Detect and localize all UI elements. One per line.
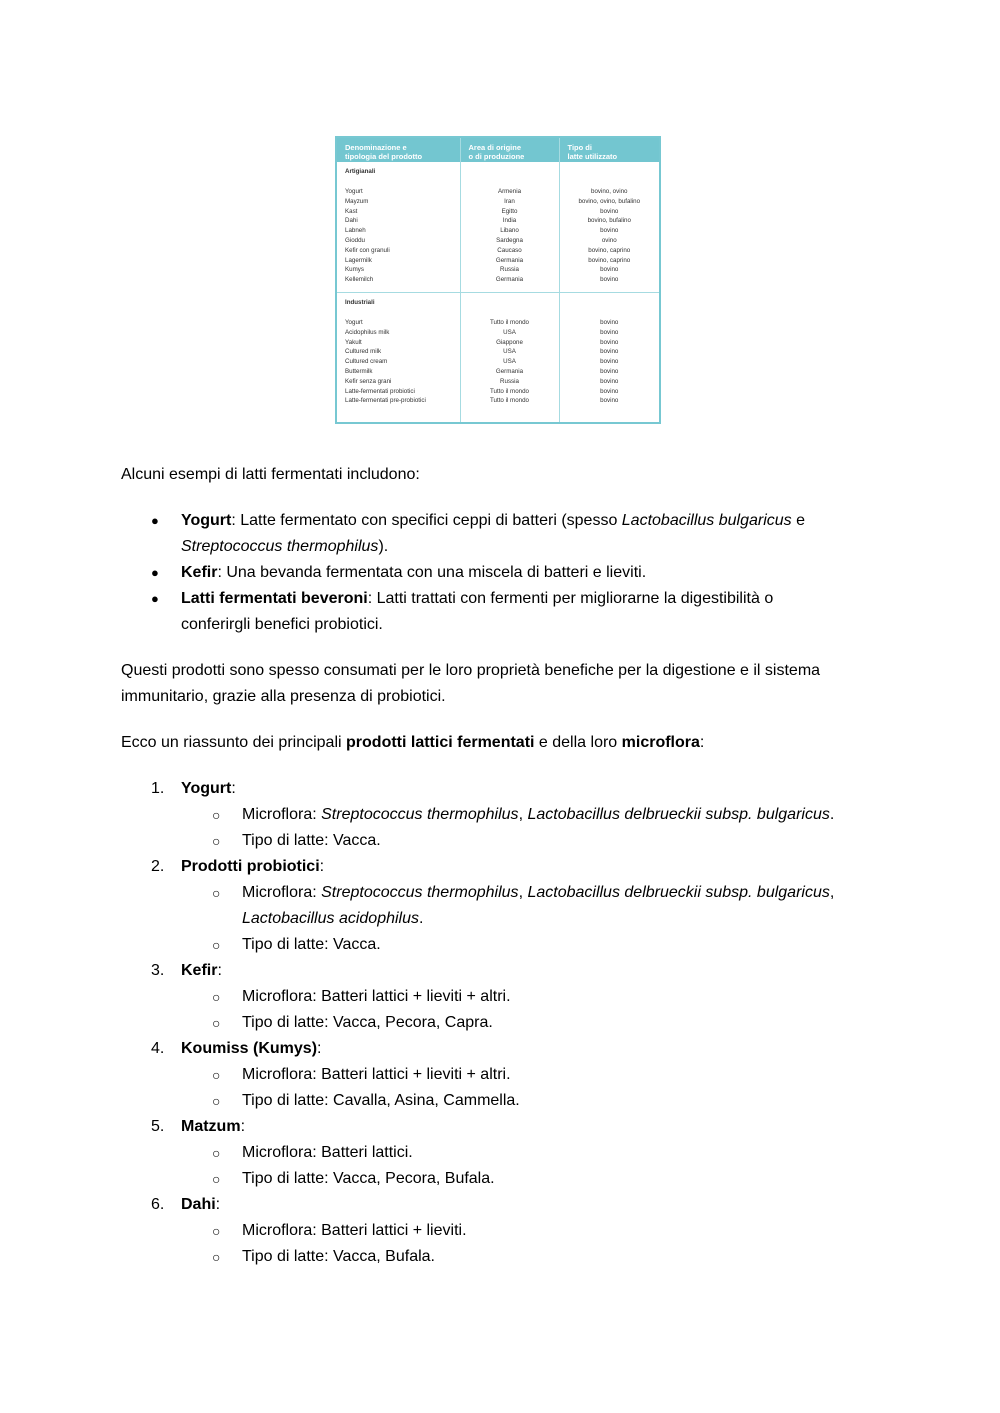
table-cell: ovino [601,236,617,244]
table-cell: Germania [495,367,524,375]
product-name: Dahi [181,1196,216,1213]
table-cell: Russia [500,377,519,385]
milk-type: Tipo di latte: Vacca. [242,832,381,849]
label: Microflora: [242,884,322,901]
sub-list-item [121,1010,882,1036]
sub-list-item [121,1166,882,1192]
table-cell: Mayzum [345,197,369,205]
list-item [121,586,901,638]
paragraph-text: e della loro [534,734,622,751]
list-number: 3. [151,962,165,979]
table-cell: Kefir senza grani [345,377,392,385]
table-cell: Tutto il mondo [490,387,529,395]
table-cell: Germania [495,256,524,264]
table-cell: Latte-fermentati probiotici [345,387,415,395]
colon: : [317,1040,322,1057]
table-cell: Kefir con granuli [345,246,390,254]
term: Kefir [181,564,218,581]
paragraph-line: Questi prodotti sono spesso consumati per le loro proprietà benefiche per la digestione e il sistema [121,662,821,679]
table-cell: Kellemilch [345,276,374,284]
fermented-milk-table-figure [335,136,661,424]
table-cell: bovino, caprino [588,256,631,264]
sub-bullet-marker: ○ [212,885,221,901]
sub-bullet-marker: ○ [212,937,221,953]
species-name: Lactobacillus delbrueckii subsp. bulgaricus [527,806,830,823]
sub-list-item [121,1088,882,1114]
section-title: Artigianali [345,168,376,175]
table-cell: Buttermilk [345,367,373,375]
sub-list-item [121,932,882,958]
species-name: Streptococcus thermophilus [321,884,519,901]
table-cell: Gioddu [345,236,365,244]
sub-bullet-marker: ○ [212,1249,221,1265]
industriali-milk-col [559,293,659,423]
sub-list-item [121,1244,882,1270]
microflora: Microflora: Batteri lattici + lieviti + altri. [242,988,511,1005]
table-cell: Tutto il mondo [490,397,529,405]
table-cell: Germania [495,276,524,284]
colon: : [217,962,222,979]
section-industriali [337,293,659,423]
term: Latti fermentati beveroni [181,590,368,607]
sub-bullet-marker: ○ [212,807,221,823]
table-cell: bovino [600,328,619,336]
punct: . [419,910,424,927]
sub-bullet-marker: ○ [212,1015,221,1031]
table-cell: USA [503,358,516,366]
label: Microflora: [242,806,322,823]
table-cell: USA [503,328,516,336]
separator: , [518,884,528,901]
description: : Una bevanda fermentata con una miscela di batteri e lieviti. [217,564,647,581]
bullet-marker: ● [151,565,159,580]
list-item [121,560,901,586]
artigianali-products-col [337,162,460,293]
table-cell: bovino [600,348,619,356]
table-cell: Lagermilk [345,256,372,264]
milk-type: Tipo di latte: Vacca, Pecora, Capra. [242,1014,493,1031]
table-cell: Latte-fermentati pre-probiotici [345,397,426,405]
products-numbered-list [121,776,882,1270]
sub-bullet-marker: ○ [212,989,221,1005]
header-milk-type: Tipo di latte utilizzato [559,138,659,162]
milk-type: Tipo di latte: Cavalla, Asina, Cammella. [242,1092,520,1109]
table-cell: Labneh [345,227,366,235]
product-name: Matzum [181,1118,241,1135]
table-cell: bovino [600,387,619,395]
table-cell: Tutto il mondo [490,319,529,326]
table-cell: bovino [600,397,619,405]
table-cell: bovino [600,266,619,274]
bold-phrase: microflora [621,734,700,751]
table-cell: Yakult [345,338,362,346]
table-cell: Dahi [345,217,358,225]
table-cell: Cultured cream [345,358,388,366]
header-origin: Area di origine o di produzione [460,138,559,162]
table-cell: Yogurt [345,319,363,326]
colon: : [215,1196,221,1213]
section-artigianali [337,162,659,293]
sub-list-item [121,1062,882,1088]
milk-type: Tipo di latte: Vacca. [242,936,381,953]
table-cell: India [502,217,517,225]
table-cell: Libano [500,227,519,235]
sub-list-item [121,1218,882,1244]
milk-type: Tipo di latte: Vacca, Pecora, Bufala. [242,1170,495,1187]
table-cell: Sardegna [496,236,523,244]
table-cell: Armenia [497,188,522,195]
sub-bullet-marker: ○ [212,1067,221,1083]
table-cell: Yogurt [345,188,363,195]
table-cell: bovino [600,207,619,215]
species-name: Streptococcus thermophilus [181,538,379,555]
microflora: Microflora: Batteri lattici + lieviti + altri. [242,1066,511,1083]
table-cell: Acidophilus milk [345,328,390,336]
colon: : [319,858,325,875]
sub-bullet-marker: ○ [212,1093,221,1109]
list-item [121,958,882,984]
microflora: Microflora: Batteri lattici + lieviti. [242,1222,467,1239]
table-cell: bovino [600,276,619,284]
table-cell: Cultured milk [345,348,382,356]
description: conferirgli benefici probiotici. [181,616,383,633]
table-cell: Kumys [345,266,364,274]
punct: . [829,806,835,823]
table-cell: bovino [600,227,619,235]
section-title: Industriali [345,299,375,306]
table-cell: bovino, ovino, bufalino [578,197,641,205]
bold-phrase: prodotti lattici fermentati [346,734,535,751]
description: : Latte fermentato con specifici ceppi di batteri (spesso [231,512,622,529]
milk-type: Tipo di latte: Vacca, Bufala. [242,1248,435,1265]
table-cell: Giappone [496,338,523,346]
sub-bullet-marker: ○ [212,1223,221,1239]
product-name: Yogurt [181,780,232,797]
industriali-products-col [337,293,460,423]
table-cell: bovino, bufalino [587,217,631,225]
examples-bullet-list [121,508,901,638]
list-item [121,508,901,560]
list-item [121,1114,882,1140]
species-name: Lactobacillus delbrueckii subsp. bulgaricus [527,884,830,901]
intro-paragraph: Alcuni esempi di latti fermentati includono: [121,466,420,483]
description: ). [378,538,389,555]
table-cell: bovino [600,338,619,346]
table-cell: Kast [345,207,358,215]
sub-bullet-marker: ○ [212,833,221,849]
artigianali-milk-col [559,162,659,293]
industriali-origin-col [460,293,559,423]
list-item [121,1036,882,1062]
list-item [121,854,882,880]
description: : Latti trattati con fermenti per migliorarne la digestibilità o [367,590,774,607]
paragraph-text: Ecco un riassunto dei principali [121,734,347,751]
list-item [121,776,882,802]
product-name: Prodotti probiotici [181,858,320,875]
colon: : [231,780,236,797]
term: Yogurt [181,512,232,529]
separator: , [518,806,528,823]
benefits-paragraph [121,658,820,710]
table-cell: bovino [600,367,619,375]
table-cell: bovino [600,358,619,366]
paragraph-text: : [699,734,705,751]
table-cell: Egitto [501,207,518,215]
list-number: 1. [151,780,165,797]
artigianali-origin-col [460,162,559,293]
fermented-milk-table [337,138,659,422]
header-product: Denominazione e tipologia del prodotto [337,138,460,162]
table-cell: bovino, ovino [591,188,628,195]
microflora: Microflora: Batteri lattici. [242,1144,413,1161]
product-name: Koumiss (Kumys) [181,1040,318,1057]
sub-bullet-marker: ○ [212,1171,221,1187]
colon: : [240,1118,246,1135]
sub-list-item [121,984,882,1010]
species-name: Lactobacillus acidophilus [242,910,419,927]
paragraph-line: immunitario, grazie alla presenza di probiotici. [121,688,446,705]
sub-list-item [121,802,882,828]
punct: , [829,884,835,901]
list-item [121,1192,882,1218]
description: e [791,512,805,529]
species-name: Lactobacillus bulgaricus [621,512,792,529]
list-number: 4. [151,1040,165,1057]
table-cell: USA [503,348,516,356]
product-name: Kefir [181,962,218,979]
table-cell: bovino, caprino [588,246,631,254]
table-cell: Russia [500,266,519,274]
table-header-row [337,138,659,162]
list-number: 2. [151,858,165,875]
table-cell: Iran [504,197,515,205]
summary-intro-paragraph [121,730,704,756]
bullet-marker: ● [151,591,159,606]
sub-list-item [121,880,882,932]
bullet-marker: ● [151,513,159,528]
list-number: 5. [151,1118,165,1135]
list-number: 6. [151,1196,165,1213]
sub-bullet-marker: ○ [212,1145,221,1161]
table-cell: bovino [600,377,619,385]
table-cell: bovino [600,319,619,326]
sub-list-item [121,828,882,854]
species-name: Streptococcus thermophilus [321,806,519,823]
table-cell: Caucaso [497,246,522,254]
sub-list-item [121,1140,882,1166]
